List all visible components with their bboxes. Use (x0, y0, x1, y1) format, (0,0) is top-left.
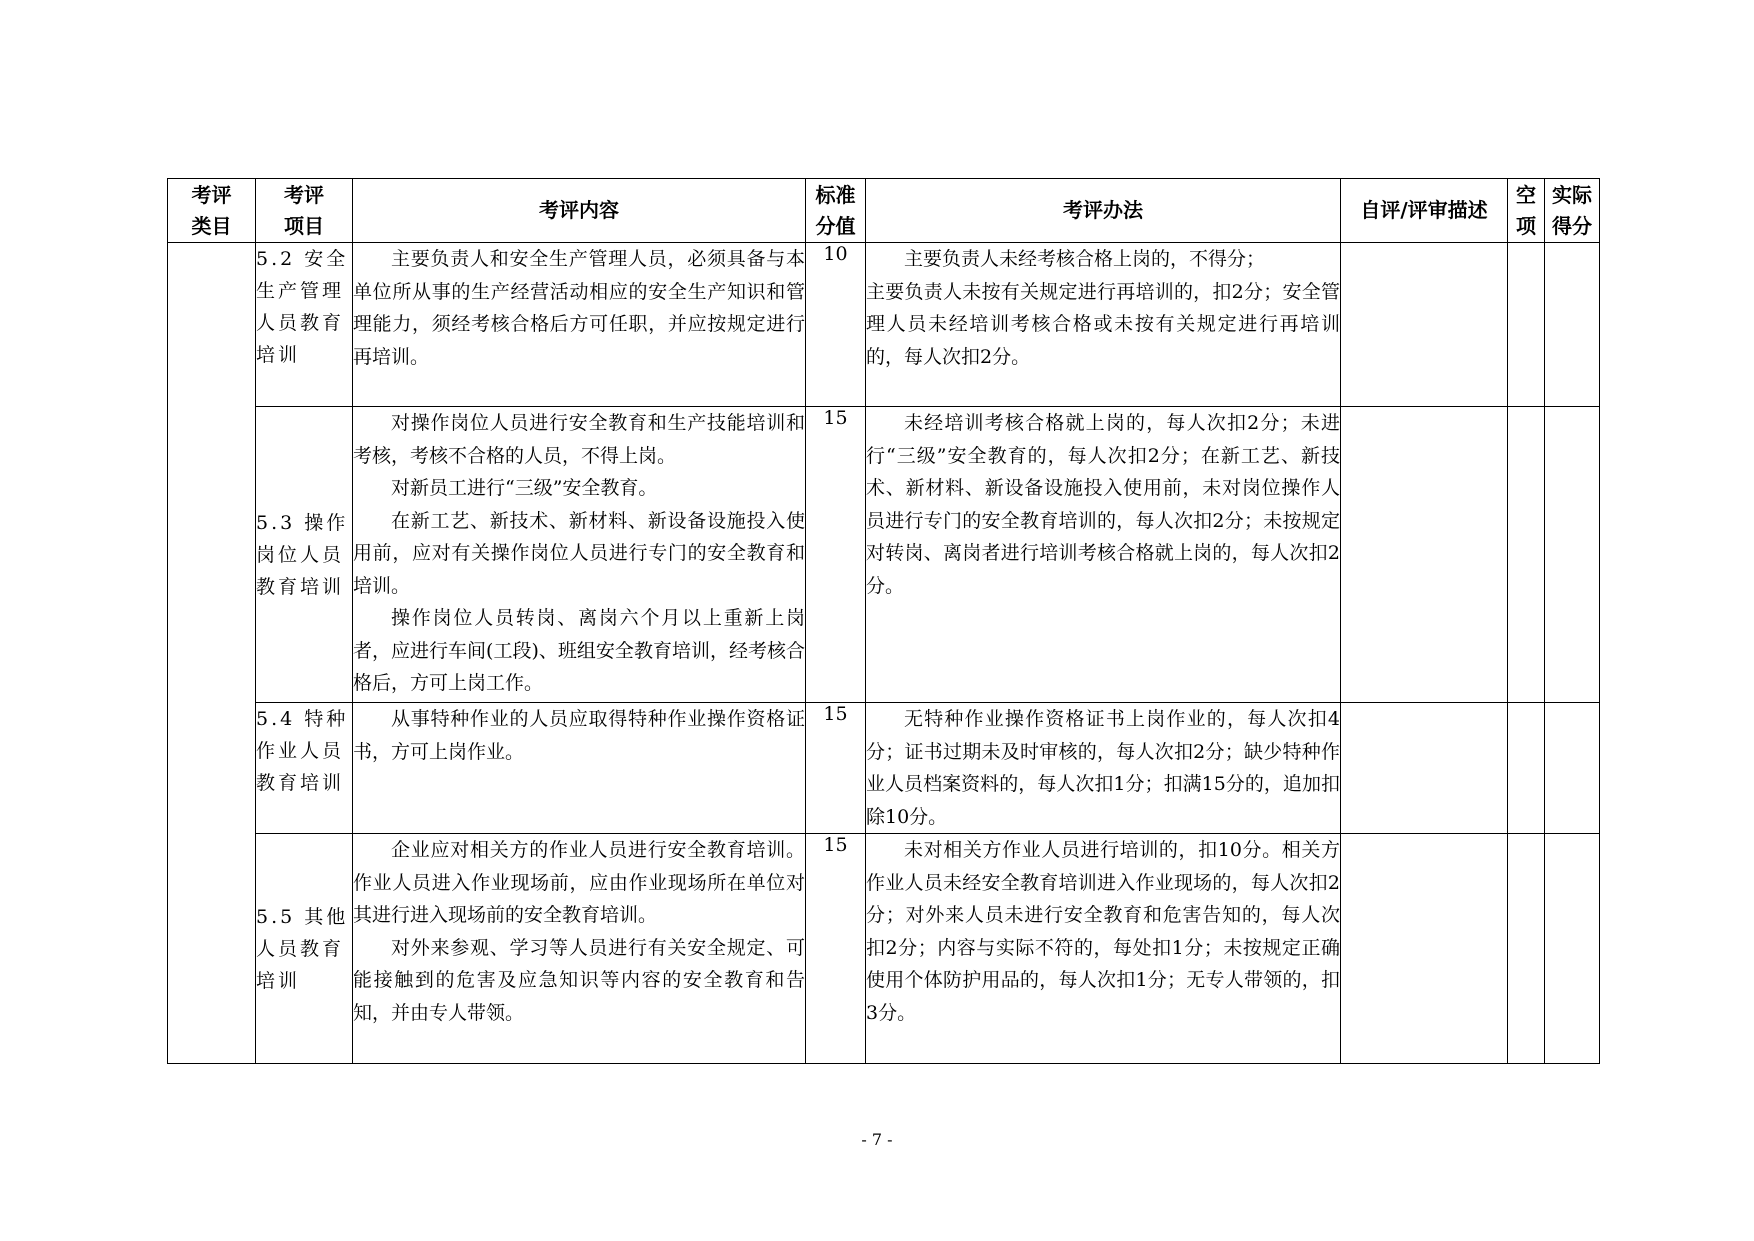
content-paragraph: 对外来参观、学习等人员进行有关安全规定、可能接触到的危害及应急知识等内容的安全教育和告知，并由专人带领。 (353, 936, 805, 1024)
actual-score-cell (1545, 407, 1600, 703)
header-empty: 空 项 (1508, 179, 1545, 243)
content-cell (353, 407, 806, 703)
empty-cell (1508, 703, 1545, 834)
score-cell: 10 (806, 243, 866, 407)
actual-score-cell (1545, 834, 1600, 1064)
content-paragraph: 主要负责人和安全生产管理人员，必须具备与本单位所从事的生产经营活动相应的安全生产知识和管理能力，须经考核合格后方可任职，并应按规定进行再培训。 (353, 248, 805, 368)
empty-cell (1508, 407, 1545, 703)
score-cell: 15 (806, 407, 866, 703)
method-paragraph: 未经培训考核合格就上岗的，每人次扣2分；未进行“三级”安全教育的，每人次扣2分；在新工艺、新技术、新材料、新设备设施投入使用前，未对岗位操作人员进行专门的安全教育培训的，每人次扣2分；未按规定对转岗、离岗者进行培训考核合格就上岗的，每人次扣2分。 (866, 412, 1340, 597)
item-cell: 5.3 操作岗位人员教育培训 (256, 407, 353, 703)
item-cell: 5.4 特种作业人员教育培训 (256, 703, 353, 834)
header-item: 考评 项目 (256, 179, 353, 243)
empty-cell (1508, 243, 1545, 407)
item-cell: 5.2 安全生产管理人员教育培训 (256, 243, 353, 407)
self-review-cell (1341, 407, 1508, 703)
content-paragraph: 在新工艺、新技术、新材料、新设备设施投入使用前，应对有关操作岗位人员进行专门的安全教育和培训。 (353, 509, 805, 597)
table-row (168, 703, 1600, 834)
content-paragraph: 操作岗位人员转岗、离岗六个月以上重新上岗者，应进行车间(工段)、班组安全教育培训，经考核合格后，方可上岗工作。 (353, 607, 805, 694)
content-cell (353, 703, 806, 834)
content-cell (353, 834, 806, 1064)
method-paragraph: 主要负责人未按有关规定进行再培训的，扣2分；安全管理人员未经培训考核合格或未按有关规定进行再培训的，每人次扣2分。 (866, 280, 1340, 368)
header-content: 考评内容 (353, 179, 806, 243)
header-row (168, 179, 1600, 243)
method-paragraph: 主要负责人未经考核合格上岗的，不得分； (904, 248, 1266, 270)
actual-score-cell (1545, 243, 1600, 407)
table-row (168, 834, 1600, 1064)
header-category: 考评 类目 (168, 179, 256, 243)
content-paragraph: 对操作岗位人员进行安全教育和生产技能培训和考核，考核不合格的人员，不得上岗。 (353, 412, 805, 467)
content-cell (353, 243, 806, 407)
score-cell: 15 (806, 834, 866, 1064)
content-paragraph: 对新员工进行“三级”安全教育。 (391, 477, 658, 499)
category-cell (168, 243, 256, 1064)
evaluation-table (167, 178, 1600, 1064)
method-paragraph: 未对相关方作业人员进行培训的，扣10分。相关方作业人员未经安全教育培训进入作业现场的，每人次扣2分；对外来人员未进行安全教育和危害告知的，每人次扣2分；内容与实际不符的，每处扣1分；未按规定正确使用个体防护用品的，每人次扣1分；无专人带领的，扣3分。 (866, 839, 1340, 1024)
score-cell: 15 (806, 703, 866, 834)
actual-score-cell (1545, 703, 1600, 834)
method-cell (866, 834, 1341, 1064)
header-self-review: 自评/评审描述 (1341, 179, 1508, 243)
content-paragraph: 从事特种作业的人员应取得特种作业操作资格证书，方可上岗作业。 (353, 708, 805, 763)
page-number: - 7 - (861, 1130, 893, 1149)
method-cell (866, 407, 1341, 703)
header-actual: 实际 得分 (1545, 179, 1600, 243)
method-paragraph: 无特种作业操作资格证书上岗作业的，每人次扣4分；证书过期未及时审核的，每人次扣2分；缺少特种作业人员档案资料的，每人次扣1分；扣满15分的，追加扣除10分。 (866, 708, 1340, 828)
self-review-cell (1341, 834, 1508, 1064)
method-cell (866, 243, 1341, 407)
header-score: 标准 分值 (806, 179, 866, 243)
header-method: 考评办法 (866, 179, 1341, 243)
table-row (168, 407, 1600, 703)
self-review-cell (1341, 703, 1508, 834)
item-cell: 5.5 其他人员教育培训 (256, 834, 353, 1064)
method-cell (866, 703, 1341, 834)
content-paragraph: 企业应对相关方的作业人员进行安全教育培训。作业人员进入作业现场前，应由作业现场所在单位对其进行进入现场前的安全教育培训。 (353, 839, 805, 926)
empty-cell (1508, 834, 1545, 1064)
self-review-cell (1341, 243, 1508, 407)
table-row (168, 243, 1600, 407)
